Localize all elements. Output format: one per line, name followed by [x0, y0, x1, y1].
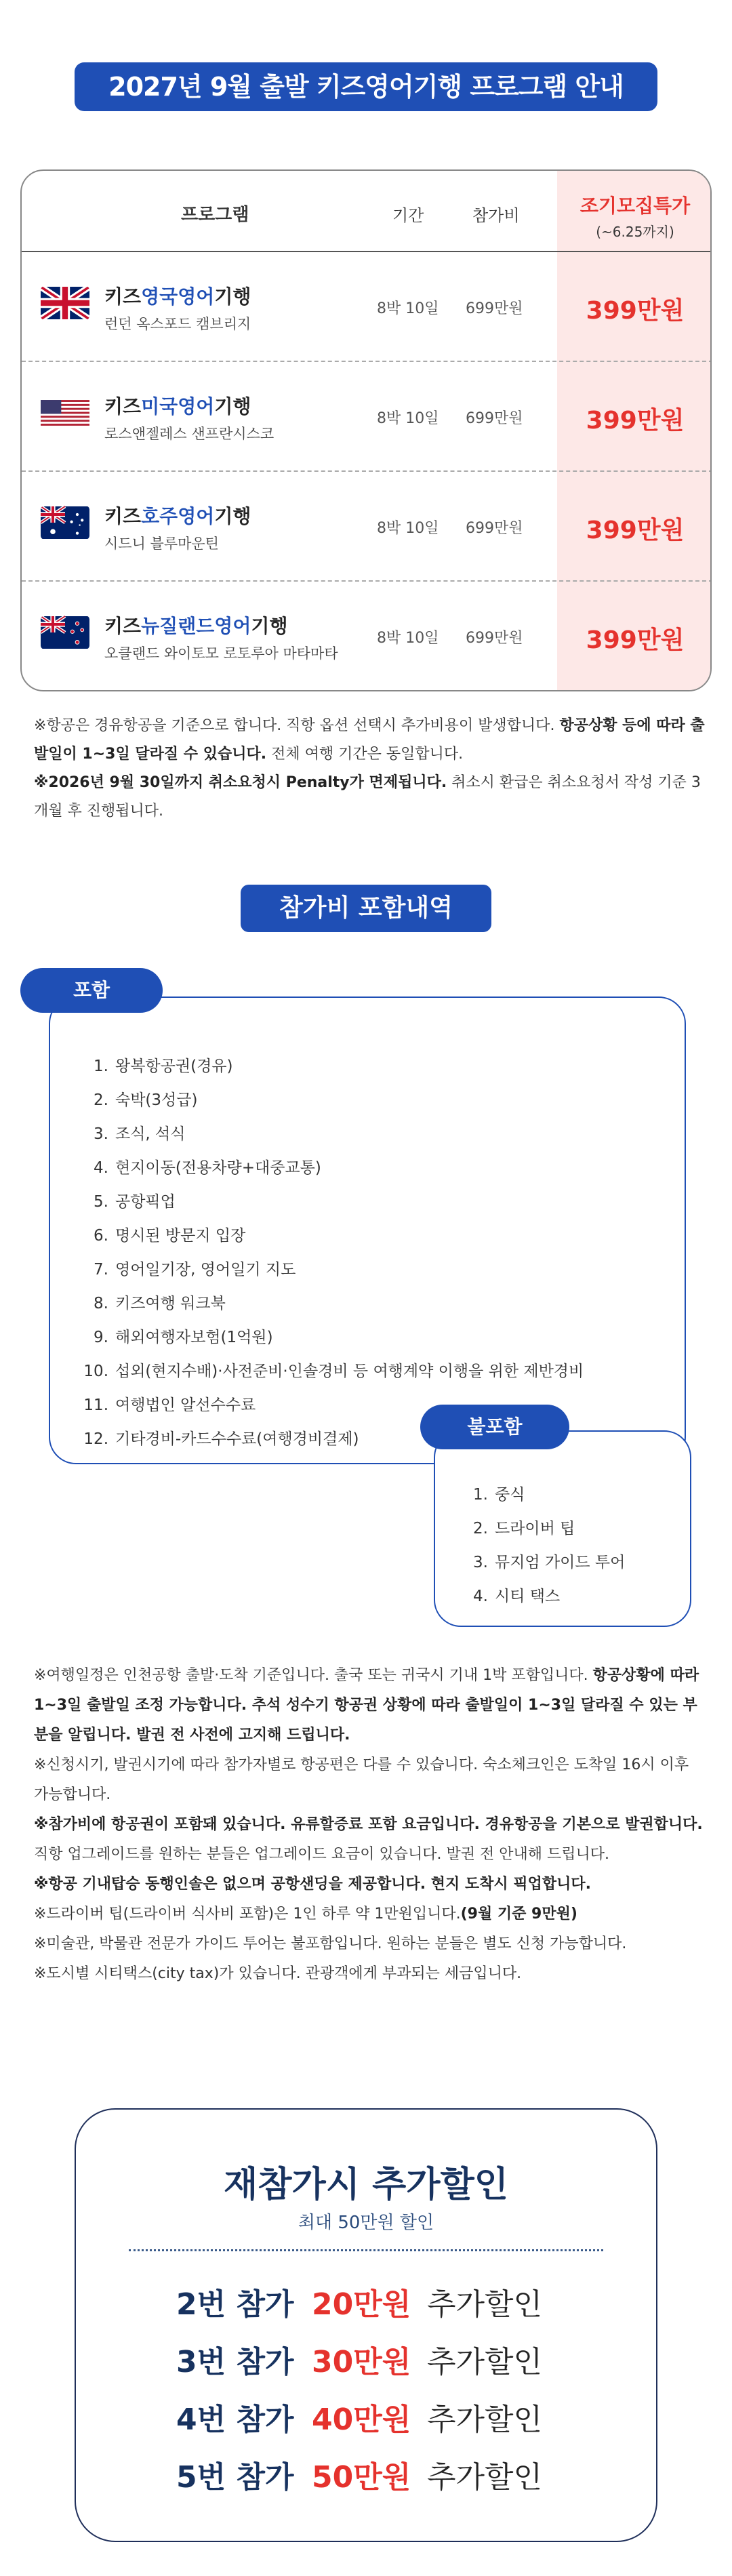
list-item: 3. 뮤지엄 가이드 투어	[473, 1554, 626, 1571]
included-tab: 포함	[20, 968, 163, 1013]
note-airfare: ※참가비에 항공권이 포함돼 있습니다. 유류할증료 포함 요금입니다. 경유항공을 기본으로 발권합니다. 직항 업그레이드를 원하는 분들은 업그레이드 요금이 있습니다. 발권 전 안내해 드립니다.	[34, 1816, 703, 1863]
list-item: 2. 드라이버 팁	[473, 1520, 575, 1537]
list-item: 7. 영어일기장, 영어일기 지도	[94, 1261, 296, 1279]
program-period: 8박 10일	[377, 630, 439, 647]
table-row	[22, 362, 712, 472]
dotted-divider	[129, 2249, 603, 2251]
special-price: 399만원	[586, 407, 685, 435]
table-row	[22, 582, 712, 691]
nz-flag-icon	[41, 616, 89, 649]
discount-row: 2번 참가 20만원 추가할인	[176, 2287, 543, 2322]
header-fee: 참가비	[472, 206, 520, 225]
program-cities: 로스앤젤레스 샌프란시스코	[104, 426, 274, 442]
list-item: 12. 기타경비-카드수수료(여행경비결제)	[83, 1430, 359, 1448]
excluded-tab: 불포함	[420, 1405, 569, 1449]
program-name: 키즈미국영어기행	[104, 395, 251, 418]
note-driver-tip: ※드라이버 팁(드라이버 식사비 포함)은 1인 하루 약 1만원입니다.(9월 기준 9만원)	[34, 1906, 577, 1923]
list-item: 11. 여행법인 알선수수료	[83, 1396, 256, 1414]
list-item: 2. 숙박(3성급)	[94, 1091, 198, 1109]
special-price: 399만원	[586, 297, 685, 325]
program-name: 키즈호주영어기행	[104, 505, 251, 527]
list-item: 4. 시티 택스	[473, 1588, 561, 1605]
program-fee: 699만원	[466, 410, 523, 427]
program-name: 키즈영국영어기행	[104, 285, 251, 308]
program-period: 8박 10일	[377, 410, 439, 427]
program-cities: 시드니 블루마운틴	[104, 536, 219, 552]
list-item: 4. 현지이동(전용차량+대중교통)	[94, 1159, 321, 1177]
page-title: 2027년 9월 출발 키즈영어기행 프로그램 안내	[75, 62, 657, 111]
list-item: 1. 중식	[473, 1486, 525, 1504]
travel-notes	[34, 1661, 705, 1989]
header-program: 프로그램	[181, 205, 249, 225]
us-flag-icon	[41, 396, 89, 430]
header-special-sub: (~6.25까지)	[596, 224, 674, 240]
discount-row: 5번 참가 50만원 추가할인	[176, 2460, 543, 2495]
included-section-title: 참가비 포함내역	[241, 885, 491, 932]
list-item: 3. 조식, 석식	[94, 1125, 186, 1143]
program-cities: 런던 옥스포드 캠브리지	[104, 316, 251, 332]
special-price: 399만원	[586, 517, 685, 544]
note-cancel: ※2026년 9월 30일까지 취소요청시 Penalty가 면제됩니다. 취소시 환급은 취소요청서 작성 기준 3개월 후 진행됩니다.	[34, 774, 701, 820]
list-item: 10. 섭외(현지수배)·사전준비·인솔경비 등 여행계약 이행을 위한 제반경비	[83, 1363, 584, 1380]
list-item: 8. 키즈여행 워크북	[94, 1295, 226, 1312]
program-period: 8박 10일	[377, 520, 439, 537]
au-flag-icon	[41, 506, 89, 540]
program-table	[20, 169, 712, 691]
note-city-tax: ※도시별 시티택스(city tax)가 있습니다. 관광객에게 부과되는 세금입니다.	[34, 1965, 522, 1982]
program-fee: 699만원	[466, 300, 523, 317]
program-name: 키즈뉴질랜드영어기행	[104, 615, 288, 637]
program-cities: 오클랜드 와이토모 로토루아 마타마타	[104, 645, 338, 662]
note-flights: ※신청시기, 발권시기에 따라 참가자별로 항공편은 다를 수 있습니다. 숙소체크인은 도착일 16시 이후 가능합니다.	[34, 1756, 689, 1803]
discount-title: 재참가시 추가할인	[224, 2165, 508, 2205]
discount-row: 3번 참가 30만원 추가할인	[176, 2345, 543, 2379]
program-fee: 699만원	[466, 630, 523, 647]
table-row	[22, 472, 712, 582]
list-item: 1. 왕복항공권(경유)	[94, 1058, 233, 1075]
discount-subtitle: 최대 50만원 할인	[298, 2213, 434, 2233]
program-fee: 699만원	[466, 520, 523, 537]
header-period: 기간	[392, 206, 424, 225]
header-special: 조기모집특가	[580, 195, 691, 217]
note-itinerary: ※여행일정은 인천공항 출발·도착 기준입니다. 출국 또는 귀국시 기내 1박 포함입니다. 항공상황에 따라 1~3일 출발일 조정 가능합니다. 추석 성수기 항공권 상황에 따라 출발일이 1~3일 달라질 수 있는 부분을 알립니다. 발권 전 사전에 고지해 드립니다.	[34, 1667, 699, 1744]
list-item: 5. 공항픽업	[94, 1193, 176, 1211]
included-list	[81, 1049, 678, 1456]
program-period: 8박 10일	[377, 300, 439, 317]
table-row	[22, 252, 712, 362]
table-header	[22, 171, 712, 252]
note-guide: ※미술관, 박물관 전문가 가이드 투어는 불포함입니다. 원하는 분들은 별도 신청 가능합니다.	[34, 1935, 627, 1952]
note-escort: ※항공 기내탑승 동행인솔은 없으며 공항샌딩을 제공합니다. 현지 도착시 픽업합니다.	[34, 1876, 591, 1893]
uk-flag-icon	[41, 286, 89, 320]
list-item: 9. 해외여행자보험(1억원)	[94, 1329, 273, 1346]
flight-notes	[34, 712, 705, 826]
excluded-list	[468, 1478, 625, 1613]
discount-row: 4번 참가 40만원 추가할인	[176, 2402, 543, 2437]
note-flight: ※항공은 경유항공을 기준으로 합니다. 직항 옵션 선택시 추가비용이 발생합니다. 항공상황 등에 따라 출발일이 1~3일 달라질 수 있습니다. 전체 여행 기간은 동일합니다.	[34, 717, 705, 763]
special-price: 399만원	[586, 626, 685, 654]
list-item: 6. 명시된 방문지 입장	[94, 1227, 246, 1245]
